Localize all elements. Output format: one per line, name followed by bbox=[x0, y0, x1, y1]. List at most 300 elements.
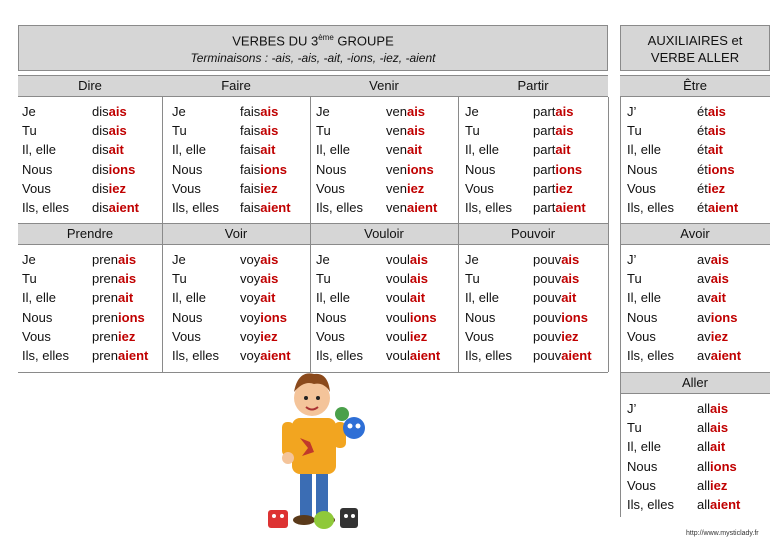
conjugated-form bbox=[240, 269, 291, 288]
verb-ending: aient bbox=[409, 348, 441, 364]
pronoun: Tu bbox=[465, 123, 480, 139]
conjugated-form bbox=[92, 121, 139, 140]
conjugated-form bbox=[386, 179, 437, 198]
verb-stem: fais bbox=[240, 104, 261, 119]
verb-stem: pouv bbox=[533, 252, 562, 267]
verb-ending: ais bbox=[260, 104, 279, 119]
conjugated-form bbox=[240, 102, 291, 121]
conjugated-form bbox=[92, 140, 139, 159]
verb-label-partir: Partir bbox=[517, 78, 549, 93]
conjugated-form bbox=[697, 160, 738, 179]
pronoun: Vous bbox=[316, 180, 345, 196]
pronoun: Vous bbox=[627, 180, 656, 196]
pronoun: Il, elle bbox=[627, 142, 661, 158]
page-title: VERBES DU 3ème GROUPE bbox=[232, 33, 394, 49]
conjugation-list-faire bbox=[240, 102, 291, 217]
verb-ending: iez bbox=[710, 477, 728, 493]
conjugated-form bbox=[92, 198, 139, 217]
verb-stem: pouv bbox=[533, 290, 562, 306]
column-divider bbox=[458, 97, 459, 372]
verb-stem: voy bbox=[240, 271, 261, 287]
pronoun: Ils, elles bbox=[22, 348, 69, 364]
verb-label-faire: Faire bbox=[221, 78, 251, 93]
pronoun: Vous bbox=[627, 328, 656, 344]
verb-stem: fais bbox=[240, 180, 261, 196]
verb-stem: ven bbox=[386, 161, 407, 177]
column-divider bbox=[620, 97, 621, 517]
verb-ending: ions bbox=[561, 309, 588, 325]
verb-stem: voy bbox=[240, 252, 261, 267]
verb-stem: ven bbox=[386, 104, 407, 119]
verb-ending: ions bbox=[710, 458, 737, 474]
verb-ending: iez bbox=[555, 180, 573, 196]
pronoun: Vous bbox=[172, 328, 201, 344]
pronoun: Vous bbox=[465, 180, 494, 196]
pronoun: Ils, elles bbox=[465, 200, 512, 216]
verb-stem: all bbox=[697, 420, 711, 436]
conjugated-form bbox=[533, 288, 592, 307]
conjugated-form bbox=[533, 250, 592, 269]
column-divider bbox=[310, 97, 311, 372]
pronoun-list-dire bbox=[22, 102, 69, 217]
verb-ending: iez bbox=[707, 180, 726, 196]
pronoun: Ils, elles bbox=[627, 348, 674, 364]
verb-stem: av bbox=[697, 309, 711, 325]
pronoun: Nous bbox=[627, 161, 658, 177]
pronoun: Ils, elles bbox=[316, 200, 363, 216]
conjugated-form bbox=[386, 327, 440, 346]
verb-ending: iez bbox=[406, 180, 425, 196]
pronoun: Tu bbox=[316, 271, 331, 287]
verb-stem: fais bbox=[240, 142, 261, 158]
verb-ending: ait bbox=[406, 142, 423, 158]
verb-stem: pouv bbox=[533, 309, 562, 325]
conjugated-form bbox=[697, 288, 741, 307]
verb-ending: ais bbox=[406, 123, 426, 139]
verb-ending: ions bbox=[409, 309, 437, 325]
pronoun-list-etre bbox=[627, 102, 674, 217]
verb-ending: iez bbox=[118, 328, 136, 344]
pronoun: Vous bbox=[316, 328, 345, 344]
verb-stem: ét bbox=[697, 123, 708, 139]
conjugated-form bbox=[386, 308, 440, 327]
verb-stem: part bbox=[533, 161, 556, 177]
verb-stem: voy bbox=[240, 348, 261, 364]
conjugated-form bbox=[697, 250, 741, 269]
verb-ending: ait bbox=[260, 290, 276, 306]
conjugation-list-aller bbox=[697, 399, 740, 514]
pronoun: Ils, elles bbox=[465, 348, 512, 364]
conjugated-form bbox=[697, 269, 741, 288]
conjugated-form bbox=[240, 308, 291, 327]
conjugated-form bbox=[92, 308, 148, 327]
pronoun: Ils, elles bbox=[316, 348, 363, 364]
conjugated-form bbox=[533, 308, 592, 327]
verb-stem: pren bbox=[92, 252, 119, 267]
pronoun: Tu bbox=[172, 271, 187, 287]
pronoun: Nous bbox=[22, 161, 53, 177]
column-divider bbox=[162, 97, 163, 372]
verb-stem: av bbox=[697, 271, 711, 287]
verb-ending: iez bbox=[409, 328, 428, 344]
verb-ending: ais bbox=[710, 420, 729, 436]
column-divider bbox=[608, 97, 609, 372]
verb-ending: ait bbox=[555, 142, 571, 158]
conjugation-list-etre bbox=[697, 102, 738, 217]
verb-ending: ais bbox=[409, 271, 428, 287]
conjugation-list-vouloir bbox=[386, 250, 440, 365]
conjugated-form bbox=[240, 327, 291, 346]
verb-label-dire: Dire bbox=[78, 78, 102, 93]
verb-ending: ait bbox=[561, 290, 577, 306]
verb-stem: part bbox=[533, 142, 556, 158]
conjugated-form bbox=[240, 179, 291, 198]
pronoun: Je bbox=[316, 104, 330, 119]
verb-stem: ét bbox=[697, 200, 708, 216]
verb-ending: aient bbox=[406, 200, 438, 216]
verb-ending: ait bbox=[707, 142, 724, 158]
verb-stem: voul bbox=[386, 309, 410, 325]
conjugated-form bbox=[386, 160, 437, 179]
verb-ending: ions bbox=[710, 309, 738, 325]
verb-ending: aient bbox=[118, 348, 149, 364]
verb-ending: ait bbox=[409, 290, 426, 306]
verb-stem: pren bbox=[92, 271, 119, 287]
pronoun: Il, elle bbox=[465, 142, 499, 158]
pronoun-list-avoir bbox=[627, 250, 674, 365]
pronoun: Tu bbox=[172, 123, 187, 139]
verb-stem: av bbox=[697, 328, 711, 344]
pronoun: Il, elle bbox=[316, 142, 350, 158]
pronoun: Nous bbox=[22, 309, 53, 325]
pronoun: Il, elle bbox=[627, 439, 661, 455]
pronoun: Je bbox=[465, 252, 479, 267]
conjugation-list-prendre bbox=[92, 250, 148, 365]
verb-ending: ais bbox=[707, 123, 726, 139]
verb-ending: ions bbox=[707, 161, 735, 177]
conjugation-list-dire bbox=[92, 102, 139, 217]
verb-ending: ions bbox=[260, 309, 287, 325]
pronoun: Il, elle bbox=[465, 290, 499, 306]
conjugated-form bbox=[697, 399, 740, 418]
verb-ending: ais bbox=[561, 252, 580, 267]
pronoun: Nous bbox=[316, 309, 347, 325]
verb-stem: voul bbox=[386, 348, 410, 364]
verb-ending: ions bbox=[108, 161, 136, 177]
conjugated-form bbox=[533, 327, 592, 346]
verb-stem: pouv bbox=[533, 348, 562, 364]
verb-ending: iez bbox=[710, 328, 729, 344]
pronoun: Je bbox=[22, 252, 36, 267]
pronoun: Il, elle bbox=[172, 290, 206, 306]
verb-label-voir: Voir bbox=[224, 226, 248, 241]
verb-stem: ven bbox=[386, 200, 407, 216]
pronoun: Je bbox=[22, 104, 36, 119]
verb-ending: aient bbox=[710, 497, 741, 513]
pronoun-list-aller bbox=[627, 399, 674, 514]
verb-label-pouvoir: Pouvoir bbox=[510, 226, 556, 241]
pronoun: Il, elle bbox=[22, 290, 56, 306]
conjugated-form bbox=[697, 102, 738, 121]
verb-stem: ven bbox=[386, 142, 407, 158]
verb-label-etre: Être bbox=[683, 78, 707, 93]
pronoun: Vous bbox=[172, 180, 201, 196]
pronoun: Tu bbox=[627, 420, 642, 436]
conjugated-form bbox=[240, 250, 291, 269]
pronoun: Nous bbox=[465, 161, 496, 177]
pronoun-list-vouloir bbox=[316, 250, 363, 365]
pronoun: Nous bbox=[172, 161, 203, 177]
verb-ending: aient bbox=[555, 200, 586, 216]
conjugated-form bbox=[92, 327, 148, 346]
verb-ending: aient bbox=[561, 348, 592, 364]
verb-ending: ais bbox=[710, 401, 729, 416]
verb-ending: aient bbox=[260, 200, 291, 216]
conjugated-form bbox=[386, 269, 440, 288]
conjugated-form bbox=[92, 250, 148, 269]
verb-stem: voul bbox=[386, 252, 410, 267]
pronoun: Nous bbox=[627, 309, 658, 325]
verb-stem: dis bbox=[92, 180, 109, 196]
conjugated-form bbox=[697, 179, 738, 198]
pronoun-list-pouvoir bbox=[465, 250, 512, 365]
verb-ending: ais bbox=[406, 104, 426, 119]
conjugated-form bbox=[533, 140, 586, 159]
pronoun: Il, elle bbox=[316, 290, 350, 306]
verb-stem: part bbox=[533, 200, 556, 216]
conjugated-form bbox=[386, 121, 437, 140]
verb-ending: ions bbox=[260, 161, 287, 177]
pronoun: Tu bbox=[22, 123, 37, 139]
boy-illustration bbox=[262, 352, 392, 537]
conjugated-form bbox=[697, 198, 738, 217]
verb-stem: av bbox=[697, 252, 711, 267]
pronoun: Je bbox=[172, 252, 186, 267]
pronoun: Ils, elles bbox=[627, 497, 674, 513]
conjugation-list-venir bbox=[386, 102, 437, 217]
conjugated-form bbox=[92, 179, 139, 198]
conjugated-form bbox=[240, 288, 291, 307]
verb-stem: dis bbox=[92, 104, 109, 119]
verb-ending: ions bbox=[555, 161, 583, 177]
verb-stem: pouv bbox=[533, 271, 562, 287]
verb-stem: ét bbox=[697, 142, 708, 158]
conjugated-form bbox=[697, 457, 740, 476]
conjugated-form bbox=[240, 160, 291, 179]
conjugated-form bbox=[386, 288, 440, 307]
aux-header-line2: VERBE ALLER bbox=[650, 50, 740, 65]
pronoun: Tu bbox=[627, 271, 642, 287]
pronoun: Vous bbox=[465, 328, 494, 344]
conjugated-form bbox=[697, 437, 740, 456]
verb-stem: part bbox=[533, 104, 556, 119]
verb-label-prendre: Prendre bbox=[66, 226, 114, 241]
verb-stem: fais bbox=[240, 200, 261, 216]
conjugated-form bbox=[533, 121, 586, 140]
pronoun: Il, elle bbox=[22, 142, 56, 158]
conjugated-form bbox=[697, 495, 740, 514]
conjugation-list-partir bbox=[533, 102, 586, 217]
verb-stem: ven bbox=[386, 123, 407, 139]
pronoun: Il, elle bbox=[627, 290, 661, 306]
verb-ending: ais bbox=[707, 104, 726, 119]
verb-stem: pren bbox=[92, 290, 119, 306]
verb-stem: pren bbox=[92, 328, 119, 344]
verb-ending: ais bbox=[260, 271, 279, 287]
verb-stem: voul bbox=[386, 290, 410, 306]
verb-label-venir: Venir bbox=[369, 78, 399, 93]
conjugated-form bbox=[533, 346, 592, 365]
conjugated-form bbox=[697, 140, 738, 159]
verb-ending: ais bbox=[710, 252, 729, 267]
pronoun-list-venir bbox=[316, 102, 363, 217]
conjugated-form bbox=[697, 476, 740, 495]
conjugated-form bbox=[240, 121, 291, 140]
pronoun: Tu bbox=[465, 271, 480, 287]
pronoun: Nous bbox=[465, 309, 496, 325]
conjugated-form bbox=[92, 346, 148, 365]
pronoun: Tu bbox=[22, 271, 37, 287]
conjugated-form bbox=[697, 121, 738, 140]
verb-stem: voy bbox=[240, 290, 261, 306]
verb-ending: ait bbox=[710, 439, 726, 455]
verb-ending: ais bbox=[108, 104, 127, 119]
verb-ending: ait bbox=[108, 142, 124, 158]
pronoun: J’ bbox=[627, 252, 637, 267]
conjugated-form bbox=[386, 102, 437, 121]
pronoun: Vous bbox=[22, 328, 51, 344]
conjugated-form bbox=[533, 160, 586, 179]
verb-stem: fais bbox=[240, 161, 261, 177]
footer-url: http://www.mysticlady.fr bbox=[686, 530, 759, 537]
verb-ending: ais bbox=[561, 271, 580, 287]
verb-stem: ét bbox=[697, 180, 708, 196]
conjugated-form bbox=[92, 160, 139, 179]
conjugated-form bbox=[533, 198, 586, 217]
verb-ending: ais bbox=[409, 252, 428, 267]
conjugated-form bbox=[386, 140, 437, 159]
verb-ending: aient bbox=[260, 348, 291, 364]
verb-stem: all bbox=[697, 439, 711, 455]
pronoun-list-faire bbox=[172, 102, 219, 217]
pronoun: Il, elle bbox=[172, 142, 206, 158]
verb-label-vouloir: Vouloir bbox=[364, 226, 404, 241]
pronoun: Nous bbox=[172, 309, 203, 325]
aux-header-line1: AUXILIAIRES et bbox=[647, 33, 743, 48]
verb-ending: ait bbox=[260, 142, 276, 158]
verb-ending: ais bbox=[108, 123, 127, 139]
pronoun: J’ bbox=[627, 401, 637, 416]
conjugated-form bbox=[697, 418, 740, 437]
pronoun: Nous bbox=[316, 161, 347, 177]
verb-ending: iez bbox=[108, 180, 126, 196]
verb-ending: aient bbox=[108, 200, 139, 216]
pronoun: Nous bbox=[627, 458, 658, 474]
main-header bbox=[18, 25, 608, 71]
verb-ending: ais bbox=[118, 252, 137, 267]
verb-stem: fais bbox=[240, 123, 261, 139]
pronoun: Tu bbox=[316, 123, 331, 139]
pronoun: Vous bbox=[22, 180, 51, 196]
verb-stem: all bbox=[697, 458, 711, 474]
conjugation-list-avoir bbox=[697, 250, 741, 365]
pronoun: Ils, elles bbox=[172, 348, 219, 364]
pronoun: Je bbox=[465, 104, 479, 119]
verb-ending: iez bbox=[561, 328, 579, 344]
verb-ending: ais bbox=[260, 252, 279, 267]
conjugated-form bbox=[697, 346, 741, 365]
verb-stem: all bbox=[697, 497, 711, 513]
page-subtitle: Terminaisons : -ais, -ais, -ait, -ions, -iez, -aient bbox=[190, 51, 436, 66]
verb-stem: dis bbox=[92, 142, 109, 158]
verb-ending: aient bbox=[707, 200, 739, 216]
verb-stem: pren bbox=[92, 309, 119, 325]
verb-stem: ét bbox=[697, 104, 708, 119]
pronoun: Vous bbox=[627, 477, 656, 493]
pronoun: Ils, elles bbox=[172, 200, 219, 216]
verb-ending: ais bbox=[710, 271, 729, 287]
conjugated-form bbox=[92, 288, 148, 307]
conjugated-form bbox=[92, 269, 148, 288]
pronoun: Je bbox=[316, 252, 330, 267]
verb-ending: iez bbox=[260, 328, 278, 344]
verb-stem: all bbox=[697, 477, 711, 493]
conjugated-form bbox=[386, 250, 440, 269]
verb-ending: ait bbox=[118, 290, 134, 306]
verb-stem: pren bbox=[92, 348, 119, 364]
verb-stem: av bbox=[697, 290, 711, 306]
conjugated-form bbox=[240, 198, 291, 217]
verb-ending: ais bbox=[555, 123, 574, 139]
verb-ending: ais bbox=[555, 104, 574, 119]
conjugated-form bbox=[92, 102, 139, 121]
pronoun-list-partir bbox=[465, 102, 512, 217]
conjugated-form bbox=[533, 179, 586, 198]
verb-ending: ions bbox=[406, 161, 434, 177]
verb-ending: iez bbox=[260, 180, 278, 196]
verb-stem: dis bbox=[92, 161, 109, 177]
verb-label-avoir: Avoir bbox=[680, 226, 710, 241]
verb-ending: ait bbox=[710, 290, 726, 306]
conjugation-list-pouvoir bbox=[533, 250, 592, 365]
conjugated-form bbox=[386, 198, 437, 217]
verb-ending: ais bbox=[260, 123, 279, 139]
pronoun: Je bbox=[172, 104, 186, 119]
verb-stem: voy bbox=[240, 328, 261, 344]
verb-stem: dis bbox=[92, 123, 109, 139]
verb-stem: part bbox=[533, 123, 556, 139]
conjugated-form bbox=[533, 269, 592, 288]
pronoun-list-voir bbox=[172, 250, 219, 365]
conjugated-form bbox=[386, 346, 440, 365]
verb-ending: aient bbox=[710, 348, 742, 364]
verb-label-aller: Aller bbox=[681, 375, 708, 390]
pronoun-list-prendre bbox=[22, 250, 69, 365]
verb-stem: voul bbox=[386, 328, 410, 344]
verb-stem: pouv bbox=[533, 328, 562, 344]
pronoun: Ils, elles bbox=[22, 200, 69, 216]
verb-ending: ions bbox=[118, 309, 145, 325]
conjugated-form bbox=[240, 140, 291, 159]
verb-stem: all bbox=[697, 401, 711, 416]
pronoun: Tu bbox=[627, 123, 642, 139]
verb-stem: ét bbox=[697, 161, 708, 177]
verb-stem: part bbox=[533, 180, 556, 196]
conjugation-list-voir bbox=[240, 250, 291, 365]
pronoun: Ils, elles bbox=[627, 200, 674, 216]
conjugated-form bbox=[533, 102, 586, 121]
verb-ending: ais bbox=[118, 271, 137, 287]
